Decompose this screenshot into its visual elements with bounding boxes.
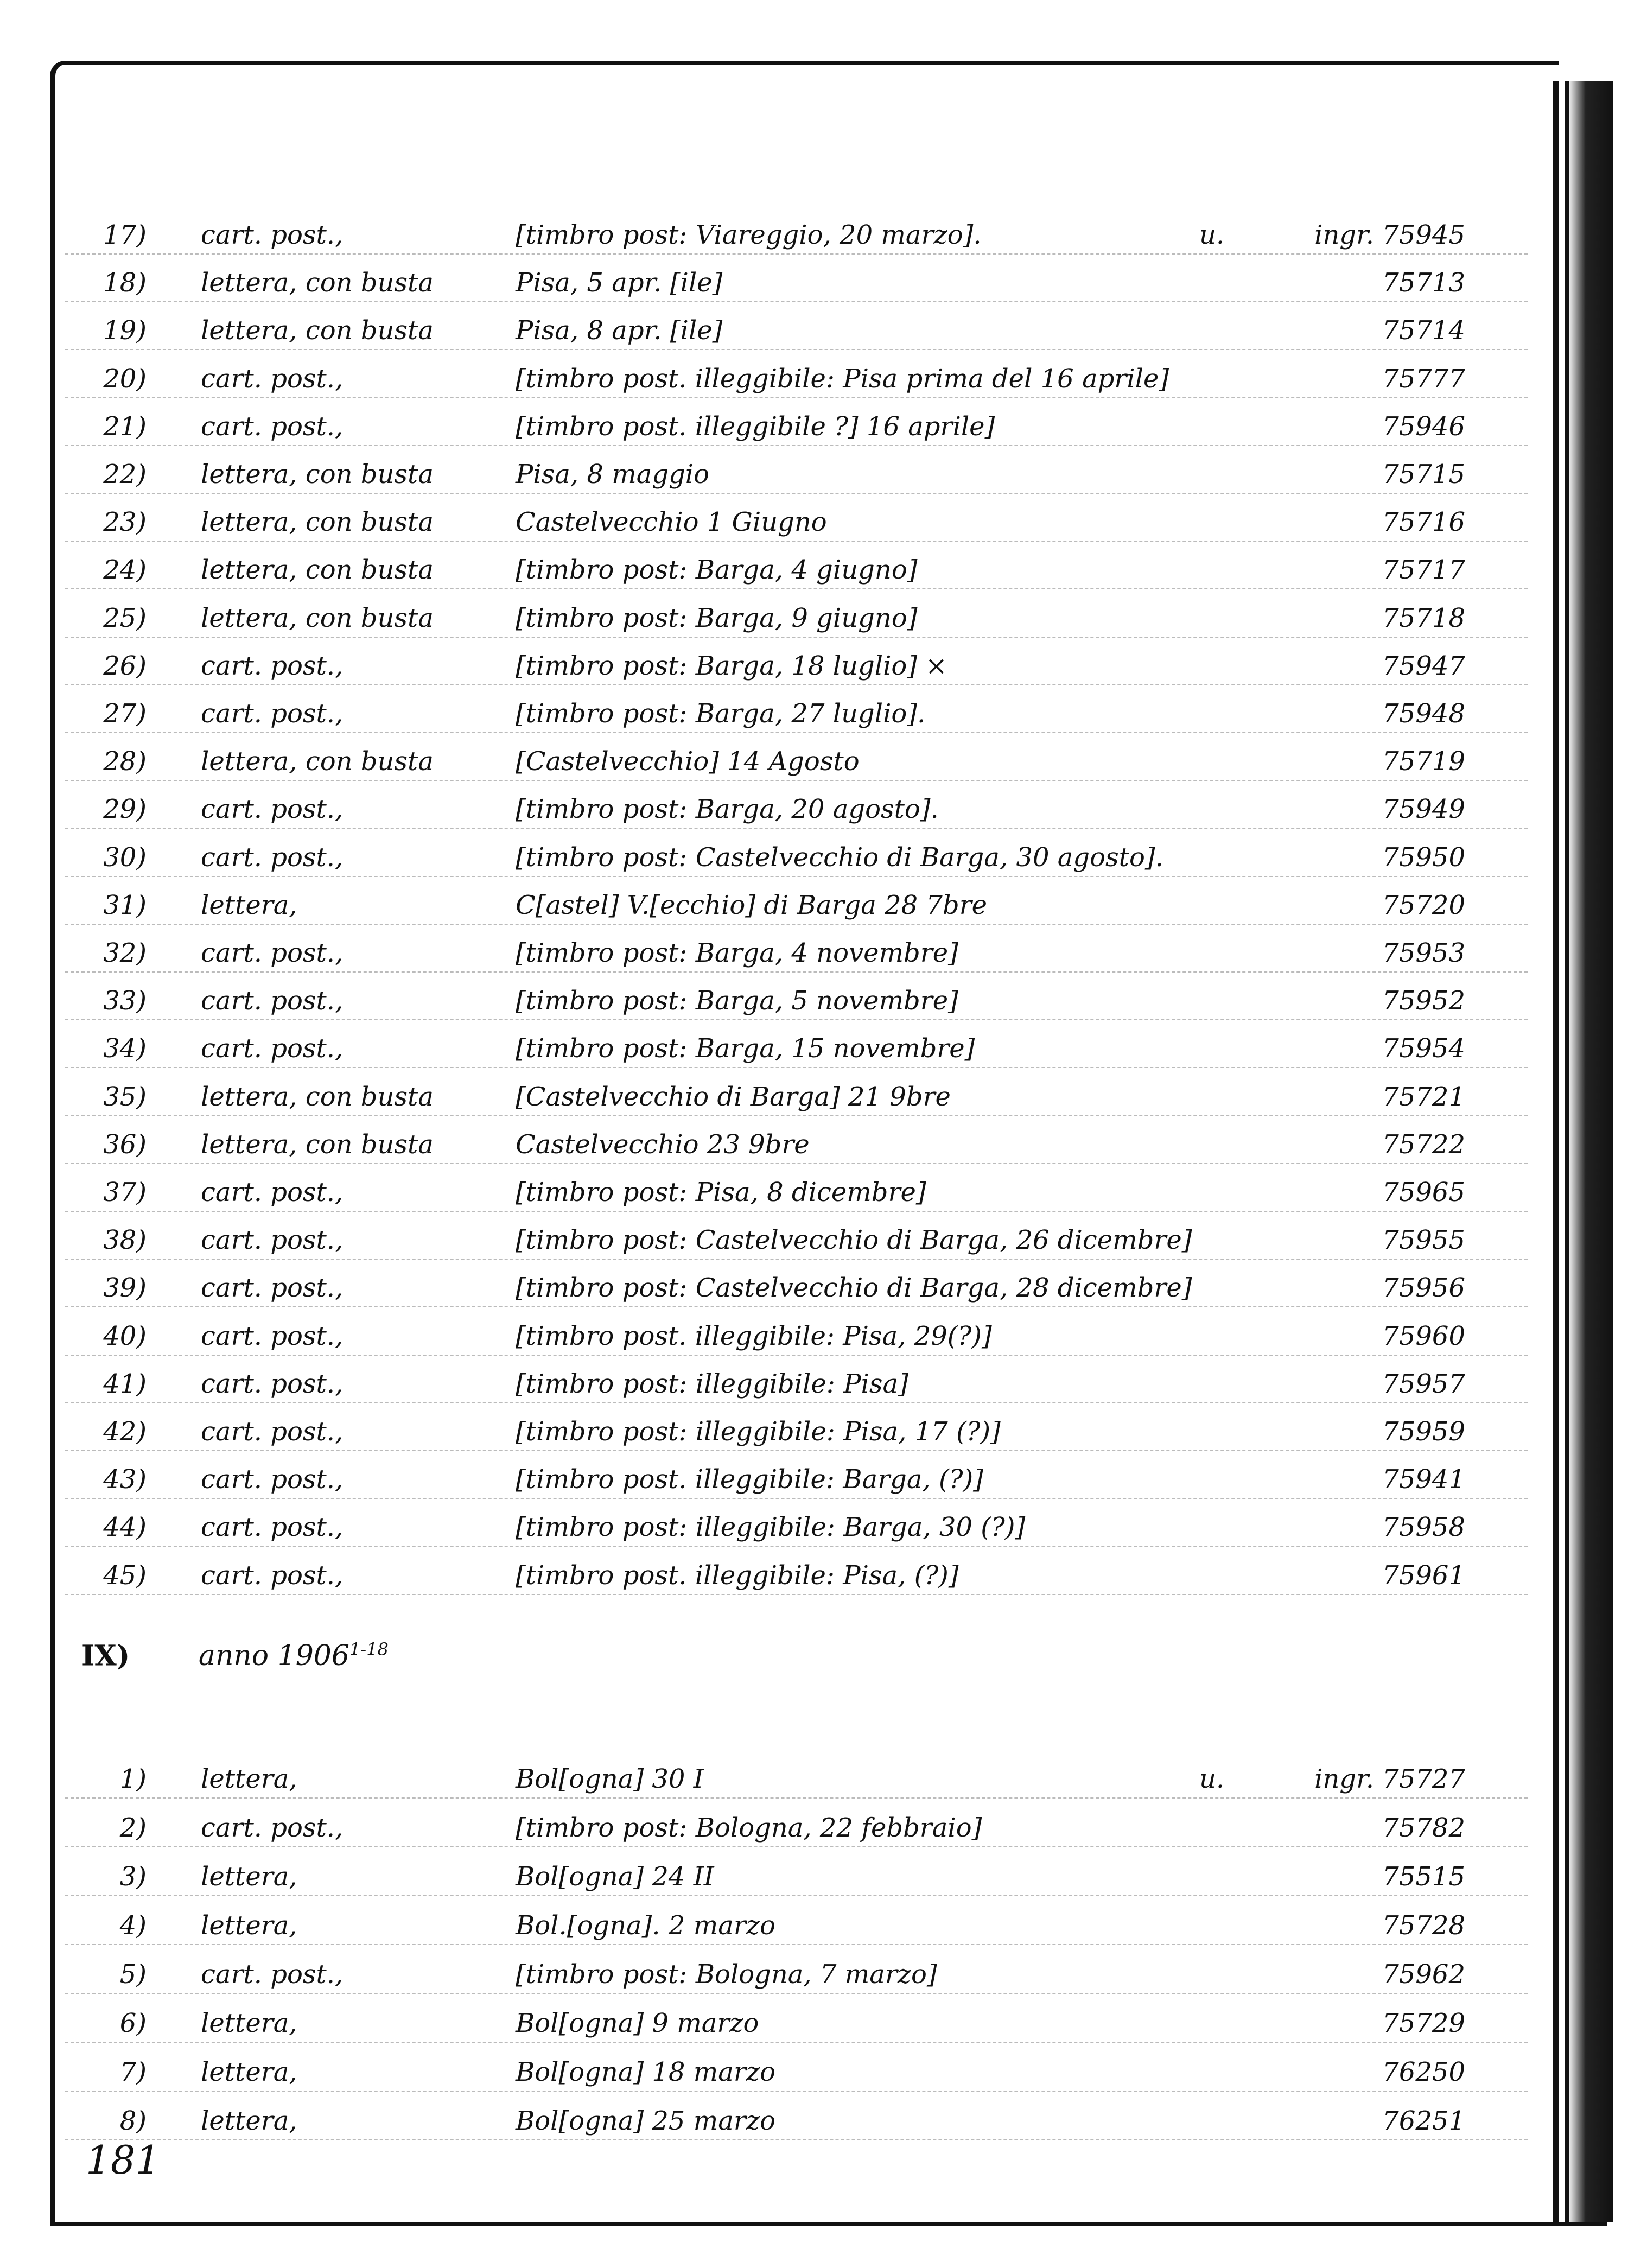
entry-inventory-number: 75961 bbox=[1382, 1560, 1465, 1591]
entry-number: 21) bbox=[103, 411, 147, 442]
entry-inventory-number: 75719 bbox=[1382, 746, 1465, 777]
ledger-row bbox=[0, 1910, 1647, 1948]
entry-number: 24) bbox=[103, 555, 147, 586]
entry-number: 19) bbox=[103, 315, 147, 346]
entry-inventory-number: 75954 bbox=[1382, 1033, 1465, 1064]
ledger-row bbox=[0, 1959, 1647, 1997]
row-rule bbox=[65, 1498, 1528, 1499]
ledger-row bbox=[0, 938, 1647, 976]
entry-type: lettera, bbox=[201, 1910, 297, 1941]
row-rule bbox=[65, 1402, 1528, 1403]
row-rule bbox=[65, 2139, 1528, 2140]
row-rule bbox=[65, 876, 1528, 877]
entry-number: 27) bbox=[103, 698, 147, 729]
entry-description: [timbro post: Barga, 18 luglio] × bbox=[516, 650, 947, 681]
ledger-row bbox=[0, 364, 1647, 402]
entry-description: [timbro post: Barga, 4 novembre] bbox=[516, 938, 958, 968]
entry-inventory-number: 75782 bbox=[1382, 1813, 1465, 1843]
entry-type: cart. post., bbox=[201, 1225, 344, 1256]
row-rule bbox=[65, 253, 1528, 255]
entry-description: [timbro post. illeggibile: Pisa, (?)] bbox=[516, 1560, 959, 1591]
entry-description: [timbro post: Castelvecchio di Barga, 26 dicembre] bbox=[516, 1225, 1192, 1256]
entry-type: cart. post., bbox=[201, 1033, 344, 1064]
entry-number: 32) bbox=[103, 938, 147, 968]
entry-number: 20) bbox=[103, 363, 147, 394]
entry-description: Castelvecchio 1 Giugno bbox=[516, 507, 827, 538]
row-rule bbox=[65, 1895, 1528, 1896]
row-rule bbox=[65, 1944, 1528, 1945]
entry-inventory-number: 75948 bbox=[1382, 698, 1465, 729]
entry-description: Bol[ogna] 24 II bbox=[516, 1862, 714, 1892]
row-rule bbox=[65, 1211, 1528, 1212]
entry-inventory-number: 75729 bbox=[1382, 2008, 1465, 2038]
entry-type: cart. post., bbox=[201, 1368, 344, 1399]
entry-inventory-number: 75717 bbox=[1382, 555, 1465, 586]
entry-type: cart. post., bbox=[201, 1813, 344, 1843]
entry-inventory-number: 75728 bbox=[1382, 1910, 1465, 1941]
ledger-row bbox=[0, 986, 1647, 1024]
entry-type: cart. post., bbox=[201, 650, 344, 681]
ledger-row bbox=[0, 1129, 1647, 1167]
entry-type: cart. post., bbox=[201, 1273, 344, 1304]
section-id: IX) bbox=[81, 1639, 130, 1673]
entry-description: [Castelvecchio di Barga] 21 9bre bbox=[516, 1081, 951, 1112]
row-rule bbox=[65, 1450, 1528, 1451]
entry-description: Pisa, 5 apr. [ile] bbox=[516, 268, 723, 298]
entry-description: C[astel] V.[ecchio] di Barga 28 7bre bbox=[516, 890, 988, 920]
ledger-row bbox=[0, 1033, 1647, 1071]
entry-inventory-number: 75715 bbox=[1382, 459, 1465, 490]
entry-description: [timbro post. illeggibile: Pisa, 29(?)] bbox=[516, 1320, 992, 1351]
row-rule bbox=[65, 493, 1528, 494]
entry-number: 18) bbox=[103, 268, 147, 298]
entry-number: 33) bbox=[103, 986, 147, 1017]
sheet-bottom-edge bbox=[50, 2222, 1607, 2226]
section-title: anno 1906 bbox=[198, 1640, 349, 1673]
entry-description: [Castelvecchio] 14 Agosto bbox=[516, 746, 860, 777]
row-rule bbox=[65, 924, 1528, 925]
entry-description: Castelvecchio 23 9bre bbox=[516, 1129, 810, 1160]
entry-description: [timbro post: illeggibile: Pisa, 17 (?)] bbox=[516, 1416, 1001, 1447]
ledger-row bbox=[0, 1321, 1647, 1359]
entry-inventory-number: 75777 bbox=[1382, 363, 1465, 394]
ledger-row bbox=[0, 555, 1647, 593]
entry-number: 23) bbox=[103, 507, 147, 538]
entry-number: 25) bbox=[103, 602, 147, 633]
entry-number: 22) bbox=[103, 459, 147, 490]
row-rule bbox=[65, 828, 1528, 829]
entry-inventory-number: ingr. 75727 bbox=[1314, 1764, 1465, 1794]
row-rule bbox=[65, 349, 1528, 350]
ledger-row bbox=[0, 1416, 1647, 1454]
entry-inventory-number: 75941 bbox=[1382, 1464, 1465, 1495]
ledger-row bbox=[0, 1273, 1647, 1311]
entry-number: 44) bbox=[103, 1512, 147, 1543]
entry-inventory-number: 75718 bbox=[1382, 602, 1465, 633]
entry-number: 43) bbox=[103, 1464, 147, 1495]
entry-type: lettera, con busta bbox=[201, 555, 434, 586]
entry-type: lettera, con busta bbox=[201, 507, 434, 538]
entry-inventory-number: 75949 bbox=[1382, 794, 1465, 825]
ledger-row bbox=[0, 794, 1647, 832]
row-rule bbox=[65, 301, 1528, 302]
section-heading bbox=[81, 1639, 389, 1672]
entry-type: lettera, con busta bbox=[201, 746, 434, 777]
row-rule bbox=[65, 684, 1528, 685]
entry-type: lettera, con busta bbox=[201, 602, 434, 633]
ledger-row bbox=[0, 1225, 1647, 1263]
entry-type: cart. post., bbox=[201, 1416, 344, 1447]
entry-type: cart. post., bbox=[201, 363, 344, 394]
row-rule bbox=[65, 2091, 1528, 2092]
entry-inventory-number: 75716 bbox=[1382, 507, 1465, 538]
entry-number: 34) bbox=[103, 1033, 147, 1064]
ledger-row bbox=[0, 315, 1647, 353]
row-rule bbox=[65, 1797, 1528, 1799]
entry-type: lettera, bbox=[201, 1862, 297, 1892]
entry-inventory-number: 75957 bbox=[1382, 1368, 1465, 1399]
entry-inventory-number: 75722 bbox=[1382, 1129, 1465, 1160]
entry-number: 17) bbox=[103, 220, 147, 250]
entry-description: [timbro post: Barga, 15 novembre] bbox=[516, 1033, 975, 1064]
row-rule bbox=[65, 588, 1528, 589]
ledger-row bbox=[0, 507, 1647, 545]
entry-description: [timbro post: Pisa, 8 dicembre] bbox=[516, 1177, 926, 1208]
entry-description: [timbro post: Bologna, 7 marzo] bbox=[516, 1959, 937, 1990]
entry-unit: u. bbox=[1199, 220, 1225, 250]
ledger-row bbox=[0, 746, 1647, 784]
entry-description: [timbro post: Barga, 5 novembre] bbox=[516, 986, 958, 1017]
ledger-row bbox=[0, 1764, 1647, 1802]
row-rule bbox=[65, 1546, 1528, 1547]
row-rule bbox=[65, 1355, 1528, 1356]
entry-description: Bol[ogna] 9 marzo bbox=[516, 2008, 759, 2038]
entry-type: lettera, con busta bbox=[201, 1129, 434, 1160]
entry-description: [timbro post: illeggibile: Barga, 30 (?)] bbox=[516, 1512, 1026, 1543]
entry-number: 39) bbox=[103, 1273, 147, 1304]
entry-inventory-number: ingr. 75945 bbox=[1314, 220, 1465, 250]
ledger-row bbox=[0, 2106, 1647, 2144]
entry-inventory-number: 75962 bbox=[1382, 1959, 1465, 1990]
entry-type: cart. post., bbox=[201, 986, 344, 1017]
entry-type: lettera, bbox=[201, 1764, 297, 1794]
ledger-row bbox=[0, 698, 1647, 736]
entry-type: cart. post., bbox=[201, 411, 344, 442]
ledger-row bbox=[0, 2008, 1647, 2046]
entry-inventory-number: 75721 bbox=[1382, 1081, 1465, 1112]
entry-type: cart. post., bbox=[201, 1560, 344, 1591]
entry-number: 28) bbox=[103, 746, 147, 777]
ledger-row bbox=[0, 1862, 1647, 1899]
entry-description: Bol[ogna] 18 marzo bbox=[516, 2057, 775, 2087]
entry-inventory-number: 75965 bbox=[1382, 1177, 1465, 1208]
row-rule bbox=[65, 780, 1528, 781]
ledger-row bbox=[0, 1512, 1647, 1550]
ledger-row bbox=[0, 1369, 1647, 1407]
entry-inventory-number: 75959 bbox=[1382, 1416, 1465, 1447]
entry-description: [timbro post. illeggibile: Pisa prima del 16 aprile] bbox=[516, 363, 1169, 394]
entry-unit: u. bbox=[1199, 1764, 1225, 1794]
entry-number: 29) bbox=[103, 794, 147, 825]
entry-description: [timbro post. illeggibile ?] 16 aprile] bbox=[516, 411, 995, 442]
row-rule bbox=[65, 1115, 1528, 1116]
row-rule bbox=[65, 637, 1528, 638]
entry-description: [timbro post: Bologna, 22 febbraio] bbox=[516, 1813, 982, 1843]
entry-description: Pisa, 8 apr. [ile] bbox=[516, 315, 723, 346]
entry-description: [timbro post: Barga, 20 agosto]. bbox=[516, 794, 939, 825]
entry-number: 45) bbox=[103, 1560, 147, 1591]
ledger-row bbox=[0, 890, 1647, 928]
row-rule bbox=[65, 1993, 1528, 1994]
entry-number: 42) bbox=[103, 1416, 147, 1447]
ledger-row bbox=[0, 2057, 1647, 2095]
entry-type: cart. post., bbox=[201, 1512, 344, 1543]
entry-inventory-number: 76250 bbox=[1382, 2057, 1465, 2087]
ledger-row bbox=[0, 268, 1647, 306]
entry-number: 5) bbox=[119, 1959, 147, 1990]
page-number: 181 bbox=[86, 2137, 161, 2183]
entry-description: [timbro post: Barga, 27 luglio]. bbox=[516, 698, 926, 729]
row-rule bbox=[65, 2042, 1528, 2043]
entry-description: [timbro post: Viareggio, 20 marzo]. bbox=[516, 220, 982, 250]
entry-description: [timbro post: Castelvecchio di Barga, 28 dicembre] bbox=[516, 1273, 1192, 1304]
entry-type: lettera, bbox=[201, 2106, 297, 2136]
entry-type: cart. post., bbox=[201, 1320, 344, 1351]
ledger-row bbox=[0, 1177, 1647, 1215]
entry-type: lettera, con busta bbox=[201, 1081, 434, 1112]
entry-number: 8) bbox=[119, 2106, 147, 2136]
entry-inventory-number: 75952 bbox=[1382, 986, 1465, 1017]
entry-description: Bol[ogna] 30 I bbox=[516, 1764, 704, 1794]
entry-inventory-number: 75947 bbox=[1382, 650, 1465, 681]
entry-description: [timbro post. illeggibile: Barga, (?)] bbox=[516, 1464, 983, 1495]
entry-description: Bol.[ogna]. 2 marzo bbox=[516, 1910, 775, 1941]
ledger-row bbox=[0, 1082, 1647, 1120]
ledger-row bbox=[0, 411, 1647, 449]
entry-number: 6) bbox=[119, 2008, 147, 2038]
ledger-row bbox=[0, 842, 1647, 880]
row-rule bbox=[65, 732, 1528, 733]
entry-number: 3) bbox=[119, 1862, 147, 1892]
entry-type: lettera, bbox=[201, 890, 297, 920]
entry-description: Pisa, 8 maggio bbox=[516, 459, 710, 490]
entry-number: 7) bbox=[119, 2057, 147, 2087]
entry-type: lettera, con busta bbox=[201, 315, 434, 346]
entry-type: cart. post., bbox=[201, 698, 344, 729]
entry-inventory-number: 75958 bbox=[1382, 1512, 1465, 1543]
entry-inventory-number: 75713 bbox=[1382, 268, 1465, 298]
entry-inventory-number: 75953 bbox=[1382, 938, 1465, 968]
entry-inventory-number: 75515 bbox=[1382, 1862, 1465, 1892]
entry-description: [timbro post: illeggibile: Pisa] bbox=[516, 1368, 908, 1399]
entry-number: 4) bbox=[119, 1910, 147, 1941]
ledger-row bbox=[0, 459, 1647, 497]
entry-type: lettera, bbox=[201, 2057, 297, 2087]
entry-type: cart. post., bbox=[201, 794, 344, 825]
entry-type: lettera, con busta bbox=[201, 459, 434, 490]
entry-type: lettera, con busta bbox=[201, 268, 434, 298]
entry-number: 38) bbox=[103, 1225, 147, 1256]
entry-description: [timbro post: Barga, 4 giugno] bbox=[516, 555, 918, 586]
entry-inventory-number: 75714 bbox=[1382, 315, 1465, 346]
entry-number: 36) bbox=[103, 1129, 147, 1160]
entry-description: Bol[ogna] 25 marzo bbox=[516, 2106, 775, 2136]
row-rule bbox=[65, 971, 1528, 973]
entry-number: 31) bbox=[103, 890, 147, 920]
row-rule bbox=[65, 1306, 1528, 1307]
row-rule bbox=[65, 1163, 1528, 1164]
ledger-row bbox=[0, 651, 1647, 689]
row-rule bbox=[65, 1019, 1528, 1020]
row-rule bbox=[65, 1846, 1528, 1847]
row-rule bbox=[65, 1067, 1528, 1068]
entry-number: 2) bbox=[119, 1813, 147, 1843]
entry-inventory-number: 75950 bbox=[1382, 842, 1465, 873]
entry-description: [timbro post: Barga, 9 giugno] bbox=[516, 602, 918, 633]
entry-description: [timbro post: Castelvecchio di Barga, 30 agosto]. bbox=[516, 842, 1163, 873]
ledger-row bbox=[0, 603, 1647, 641]
entry-number: 1) bbox=[119, 1764, 147, 1794]
entry-number: 26) bbox=[103, 650, 147, 681]
section-range: 1-18 bbox=[349, 1639, 389, 1660]
entry-number: 30) bbox=[103, 842, 147, 873]
row-rule bbox=[65, 1259, 1528, 1260]
entry-inventory-number: 75720 bbox=[1382, 890, 1465, 920]
entry-inventory-number: 76251 bbox=[1382, 2106, 1465, 2136]
row-rule bbox=[65, 541, 1528, 542]
entry-inventory-number: 75956 bbox=[1382, 1273, 1465, 1304]
entry-type: cart. post., bbox=[201, 220, 344, 250]
entry-type: cart. post., bbox=[201, 938, 344, 968]
entry-number: 37) bbox=[103, 1177, 147, 1208]
entry-number: 35) bbox=[103, 1081, 147, 1112]
entry-type: lettera, bbox=[201, 2008, 297, 2038]
entry-type: cart. post., bbox=[201, 1177, 344, 1208]
entry-inventory-number: 75955 bbox=[1382, 1225, 1465, 1256]
entry-type: cart. post., bbox=[201, 1959, 344, 1990]
ledger-row bbox=[0, 1560, 1647, 1598]
entry-number: 40) bbox=[103, 1320, 147, 1351]
ledger-row bbox=[0, 1464, 1647, 1502]
row-rule bbox=[65, 445, 1528, 446]
row-rule bbox=[65, 1594, 1528, 1595]
ledger-row bbox=[0, 1813, 1647, 1851]
ledger-row bbox=[0, 220, 1647, 258]
entry-inventory-number: 75960 bbox=[1382, 1320, 1465, 1351]
entry-inventory-number: 75946 bbox=[1382, 411, 1465, 442]
row-rule bbox=[65, 397, 1528, 398]
entry-type: cart. post., bbox=[201, 842, 344, 873]
entry-type: cart. post., bbox=[201, 1464, 344, 1495]
entry-number: 41) bbox=[103, 1368, 147, 1399]
